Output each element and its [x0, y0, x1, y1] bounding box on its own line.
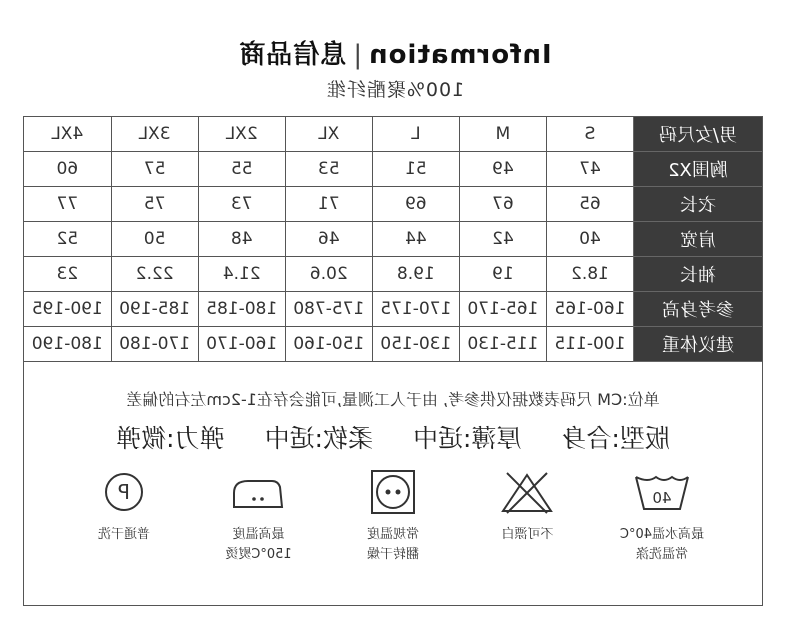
table-row: [24, 187, 762, 222]
table-cell: 115-130: [459, 327, 546, 362]
attr-fit: 版型:合身: [561, 424, 670, 453]
table-cell: 160-170: [198, 327, 285, 362]
title-en: Information: [368, 40, 552, 70]
table-cell: 150-160: [285, 327, 372, 362]
row-header: 衣长: [634, 187, 763, 222]
table-cell: S: [546, 117, 633, 152]
table-cell: 47: [546, 152, 633, 187]
table-cell: 3XL: [111, 117, 198, 152]
care-item: [468, 469, 588, 565]
table-cell: 100-115: [546, 327, 633, 362]
header: [0, 0, 790, 102]
care-label: 常规温度 翻转干燥: [367, 527, 420, 562]
table-cell: 23: [24, 257, 111, 292]
info-card: [23, 116, 763, 606]
table-cell: 75: [111, 187, 198, 222]
care-icons: [64, 469, 722, 565]
wash-40-icon-temp: 40: [652, 489, 672, 507]
table-cell: 57: [111, 152, 198, 187]
table-cell: 18.2: [546, 257, 633, 292]
table-row: [24, 327, 762, 362]
table-cell: XL: [285, 117, 372, 152]
table-row: [24, 292, 762, 327]
table-cell: 71: [285, 187, 372, 222]
table-cell: 65: [546, 187, 633, 222]
attr-elasticity: 弹力:微弹: [116, 424, 225, 453]
table-cell: 19.8: [372, 257, 459, 292]
table-cell: 50: [111, 222, 198, 257]
dry-clean-p-icon: [94, 469, 154, 515]
table-cell: 180-185: [198, 292, 285, 327]
size-table: [24, 117, 762, 362]
table-cell: 165-170: [459, 292, 546, 327]
table-cell: 170-180: [111, 327, 198, 362]
svg-text:P: P: [117, 480, 131, 504]
table-row: [24, 117, 762, 152]
table-cell: 160-165: [546, 292, 633, 327]
care-item: [333, 469, 453, 565]
table-row: [24, 222, 762, 257]
page-title: Information|息信品商: [238, 40, 552, 70]
no-bleach-icon: [498, 469, 558, 515]
table-cell: 20.6: [285, 257, 372, 292]
table-cell: 2XL: [198, 117, 285, 152]
table-cell: M: [459, 117, 546, 152]
table-cell: 44: [372, 222, 459, 257]
attr-softness: 柔软:适中: [264, 424, 373, 453]
table-cell: 52: [24, 222, 111, 257]
table-row: [24, 257, 762, 292]
care-label: 普通干洗: [98, 527, 151, 542]
row-header: 建议体重: [634, 327, 763, 362]
table-cell: 190-195: [24, 292, 111, 327]
table-cell: 22.2: [111, 257, 198, 292]
table-cell: 185-190: [111, 292, 198, 327]
table-cell: 180-190: [24, 327, 111, 362]
table-cell: 55: [198, 152, 285, 187]
iron-icon: [229, 469, 289, 515]
table-cell: 49: [459, 152, 546, 187]
table-cell: 77: [24, 187, 111, 222]
row-header: 胸围X2: [634, 152, 763, 187]
tumble-dry-icon: [363, 469, 423, 515]
care-item: [64, 469, 184, 565]
care-item: [199, 469, 319, 565]
care-label: 最高水温40°C 常温洗涤: [619, 527, 705, 562]
measurement-note: 单位:CM 尺码表数据仅供参考, 由于人工测量,可能会存在1-2cm左右的偏差: [126, 390, 660, 409]
care-label: 不可漂白: [501, 527, 554, 542]
table-cell: 46: [285, 222, 372, 257]
row-header: 肩宽: [634, 222, 763, 257]
page-subtitle: 100%聚酯纤维: [325, 79, 465, 101]
table-cell: 42: [459, 222, 546, 257]
table-cell: 67: [459, 187, 546, 222]
table-cell: 175-780: [285, 292, 372, 327]
table-cell: 60: [24, 152, 111, 187]
care-item: [602, 469, 722, 565]
wash-40-icon: [632, 469, 692, 515]
table-cell: 73: [198, 187, 285, 222]
table-cell: 40: [546, 222, 633, 257]
table-cell: 51: [372, 152, 459, 187]
row-header: 袖长: [634, 257, 763, 292]
table-cell: 4XL: [24, 117, 111, 152]
table-cell: 130-150: [372, 327, 459, 362]
care-label: 最高温度 150°C熨烫: [225, 527, 292, 562]
row-header: 参考身高: [634, 292, 763, 327]
table-cell: L: [372, 117, 459, 152]
row-header: 男/女尺码: [634, 117, 763, 152]
title-cn: 息信品商: [238, 40, 347, 70]
table-cell: 19: [459, 257, 546, 292]
table-cell: 48: [198, 222, 285, 257]
table-cell: 53: [285, 152, 372, 187]
table-cell: 170-175: [372, 292, 459, 327]
table-cell: 69: [372, 187, 459, 222]
attribute-row: [24, 419, 762, 455]
attr-thickness: 厚薄:适中: [413, 424, 522, 453]
table-row: [24, 152, 762, 187]
table-cell: 21.4: [198, 257, 285, 292]
